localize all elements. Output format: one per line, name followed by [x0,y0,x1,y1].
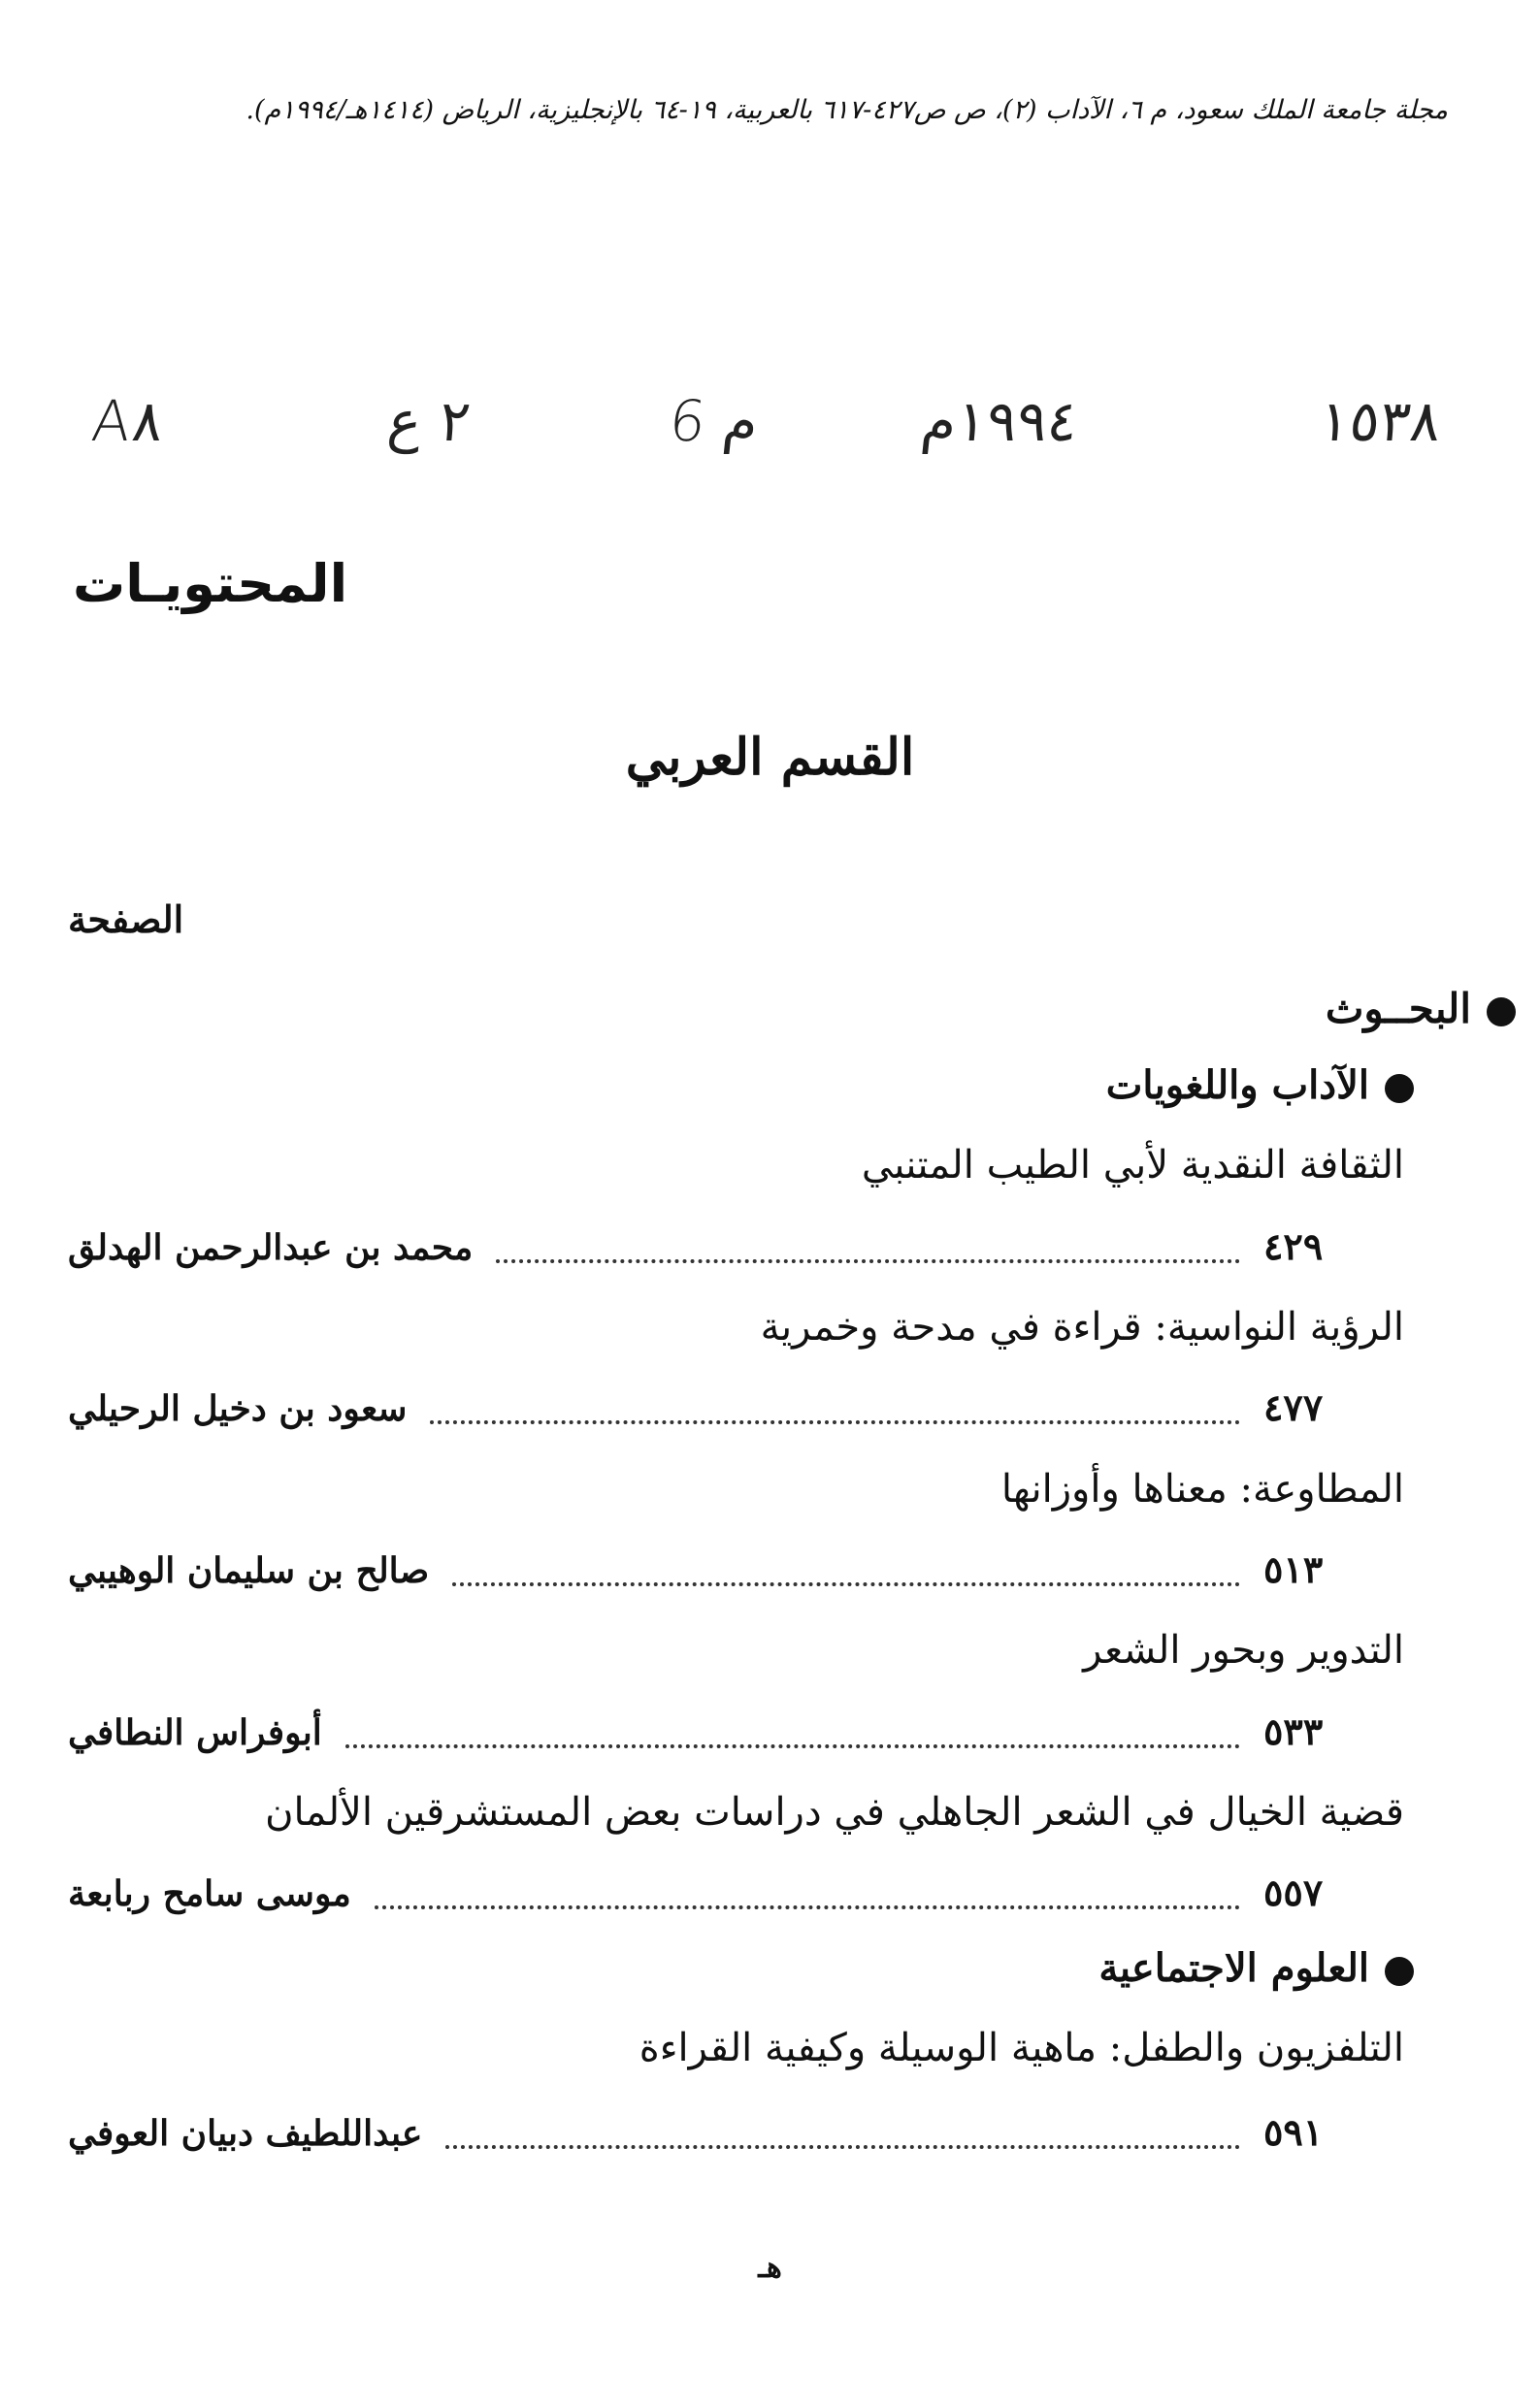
page-folio: هـ [758,2251,782,2285]
toc-entry-row [68,1224,1351,1279]
toc-entry-author: موسى سامح ربابعة [68,1873,351,1914]
bullet-icon [1487,997,1516,1026]
main-heading [1326,985,1516,1032]
page-title: المحتويـات [73,553,348,614]
group-heading-label: الآداب واللغويات [1105,1062,1369,1108]
handwritten-note-3: 6 م [666,388,762,454]
main-heading-label: البحــوث [1325,985,1471,1032]
bullet-icon [1385,1957,1414,1986]
toc-entry-page: ٥٣٣ [1263,1709,1324,1753]
toc-entry-author: سعود بن دخيل الرحيلي [68,1388,408,1429]
toc-entry-title: المطاوعة: معناها وأوزانها [1000,1467,1404,1512]
dot-leader [430,1420,1240,1424]
toc-entry-row [68,1547,1351,1602]
handwritten-note-4: ١٩٩٤م [918,388,1082,454]
dot-leader [496,1259,1240,1263]
toc-entry-title: قضية الخيال في الشعر الجاهلي في دراسات بعض المستشرقين الألمان [265,1790,1404,1835]
group-heading-label: العلوم الاجتماعية [1098,1945,1369,1991]
group-heading-literature [1106,1062,1414,1108]
toc-entry-title: التدوير وبحور الشعر [1083,1628,1404,1673]
toc-entry-row [68,1385,1351,1440]
toc-entry-page: ٤٢٩ [1263,1224,1324,1268]
toc-entry-row [68,2110,1351,2164]
dot-leader [375,1905,1240,1909]
toc-entry-page: ٥٩١ [1263,2110,1324,2154]
toc-entry-author: محمد بن عبدالرحمن الهدلق [68,1227,474,1268]
dot-leader [452,1582,1240,1586]
toc-entry-page: ٥١٣ [1263,1547,1324,1591]
toc-entry-row [68,1871,1351,1925]
toc-entry-author: صالح بن سليمان الوهيبي [68,1550,430,1591]
page-column-label: الصفحة [68,897,184,941]
handwritten-note-1: A٨ [88,388,167,454]
toc-entry-title: التلفزيون والطفل: ماهية الوسيلة وكيفية القراءة [639,2026,1404,2070]
journal-citation: مجلة جامعة الملك سعود، م ٦، الآداب (٢)، ص ص٤٢٧-٦١٧ بالعربية، ١٩-٦٤ بالإنجليزية، الرياض (١٤١٤هـ/١٩٩٤م). [246,95,1448,125]
handwritten-note-5: ١٥٣٨ [1316,388,1445,454]
toc-entry-row [68,1709,1351,1764]
toc-entry-page: ٤٧٧ [1263,1385,1324,1429]
toc-entry-author: أبوفراس النطافي [68,1712,322,1753]
toc-entry-page: ٥٥٧ [1263,1871,1324,1914]
toc-entry-title: الرؤية النواسية: قراءة في مدحة وخمرية [760,1305,1404,1350]
dot-leader [445,2145,1240,2149]
section-title: القسم العربي [625,728,915,787]
toc-entry-title: الثقافة النقدية لأبي الطيب المتنبي [861,1143,1404,1188]
group-heading-social-sciences [1098,1945,1414,1991]
handwritten-note-2: ٢ ع [384,388,474,454]
toc-entry-author: عبداللطيف دبيان العوفي [68,2113,423,2154]
bullet-icon [1385,1074,1414,1103]
dot-leader [345,1744,1240,1748]
